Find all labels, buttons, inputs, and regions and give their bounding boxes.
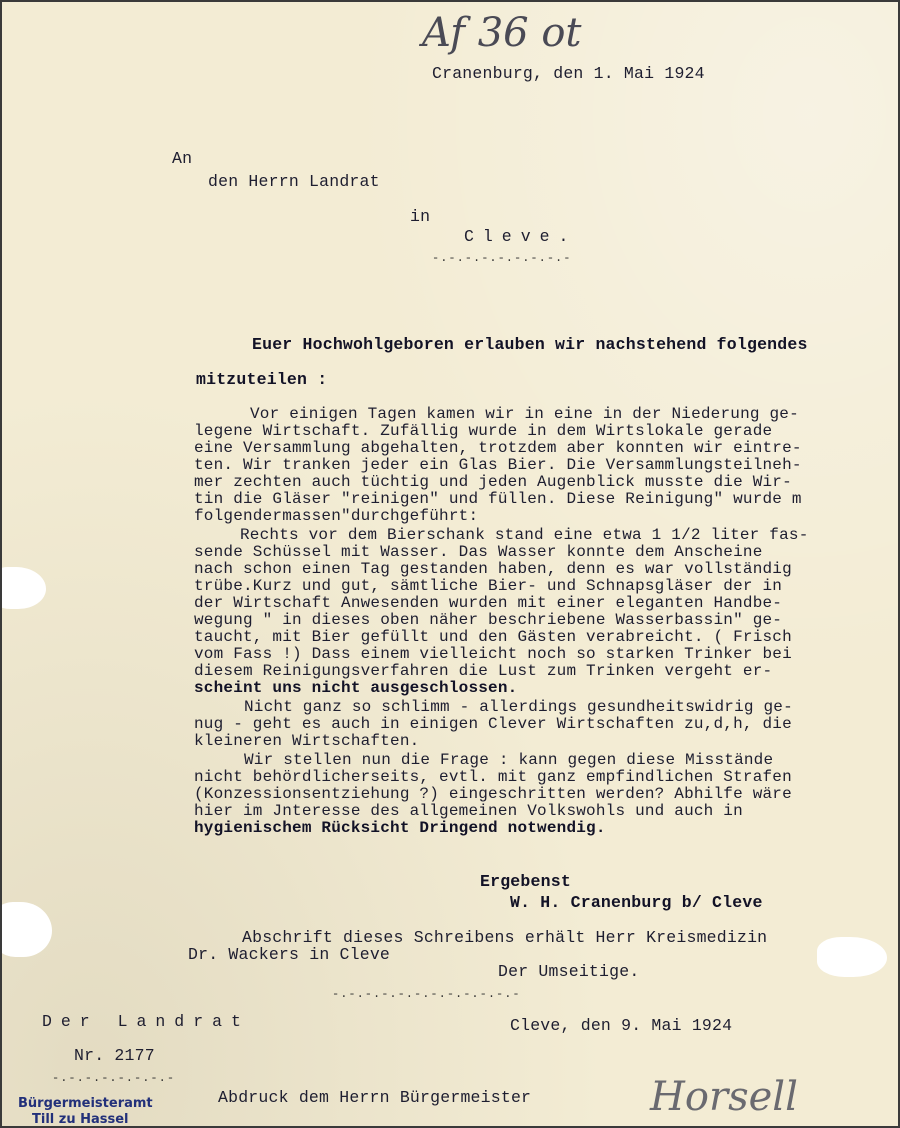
body-line: Wir stellen nun die Frage : kann gegen diese Misstände xyxy=(244,751,774,769)
body-line: der Wirtschaft Anwesenden wurden mit einer eleganten Handbe- xyxy=(194,594,783,612)
body-line: Nicht ganz so schlimm - allerdings gesundheitswidrig ge- xyxy=(244,698,793,716)
body-line: wegung " in dieses oben näher beschriebene Wasserbassin" ge- xyxy=(194,611,783,629)
body-line: hygienischem Rücksicht Dringend notwendig. xyxy=(194,819,606,837)
footer-number: Nr. 2177 xyxy=(74,1046,155,1065)
address-in: in xyxy=(410,207,431,226)
footer-office: Der Landrat xyxy=(42,1012,250,1031)
body-line: sende Schüssel mit Wasser. Das Wasser konnte dem Anscheine xyxy=(194,543,763,561)
address-recipient: den Herrn Landrat xyxy=(208,172,380,191)
handwritten-signature: Horsell xyxy=(650,1074,798,1120)
body-line: Vor einigen Tagen kamen wir in eine in der Niederung ge- xyxy=(250,405,799,423)
footer-divider: -.-.-.-.-.-.-.- xyxy=(52,1071,176,1085)
stamp-line-2: Till zu Hassel xyxy=(32,1112,129,1127)
body-line: hier im Jnteresse des allgemeinen Volkswohls und auch in xyxy=(194,802,743,820)
body-line: nach schon einen Tag gestanden haben, denn es war vollständig xyxy=(194,560,792,578)
address-an: An xyxy=(172,149,193,168)
address-divider: -.-.-.-.-.-.-.-.- xyxy=(432,251,572,265)
footer-place-date: Cleve, den 9. Mai 1924 xyxy=(510,1016,733,1035)
body-line: vom Fass !) Dass einem vielleicht noch so starken Trinker bei xyxy=(194,645,792,663)
closing-ergebenst: Ergebenst xyxy=(480,872,571,891)
body-line: Rechts vor dem Bierschank stand eine etwa 1 1/2 liter fas- xyxy=(240,526,809,544)
paper-tear-left-lower xyxy=(0,902,52,957)
body-line: nicht behördlicherseits, evtl. mit ganz empfindlichen Strafen xyxy=(194,768,792,786)
body-line: legene Wirtschaft. Zufällig wurde in dem Wirtslokale gerade xyxy=(194,422,773,440)
body-line: nug - geht es auch in einigen Clever Wirtschaften zu,d,h, die xyxy=(194,715,792,733)
copy-note-line-1: Abschrift dieses Schreibens erhält Herr Kreismedizin xyxy=(242,928,768,947)
body-line: kleineren Wirtschaften. xyxy=(194,732,420,750)
greeting-line-2: mitzuteilen : xyxy=(196,370,328,389)
closing-sender: W. H. Cranenburg b/ Cleve xyxy=(510,893,763,912)
body-line: mer zechten auch tüchtig und jeden Augenblick musste die Wir- xyxy=(194,473,792,491)
copy-note-line-2: Dr. Wackers in Cleve xyxy=(188,945,391,964)
body-line: diesem Reinigungsverfahren die Lust zum Trinken vergeht er- xyxy=(194,662,773,680)
body-line: folgendermassen"durchgeführt: xyxy=(194,507,479,525)
body-line: tin die Gläser "reinigen" und füllen. Diese Reinigung" wurde m xyxy=(194,490,802,508)
handwritten-reference: Af 36 ot xyxy=(422,10,582,56)
stamp-line-1: Bürgermeisteramt xyxy=(18,1096,153,1111)
copy-note-divider: -.-.-.-.-.-.-.-.-.-.-.- xyxy=(332,987,521,1001)
paper-tear-left xyxy=(0,567,46,609)
paper-tear-right xyxy=(817,937,887,977)
greeting-line-1: Euer Hochwohlgeboren erlauben wir nachstehend folgendes xyxy=(252,335,808,354)
body-line: (Konzessionsentziehung ?) eingeschritten werden? Abhilfe wäre xyxy=(194,785,792,803)
body-line: scheint uns nicht ausgeschlossen. xyxy=(194,679,518,697)
copy-note-line-3: Der Umseitige. xyxy=(498,962,640,981)
body-line: ten. Wir tranken jeder ein Glas Bier. Die Versammlungsteilneh- xyxy=(194,456,802,474)
body-line: trübe.Kurz und gut, sämtliche Bier- und Schnapsgläser der in xyxy=(194,577,783,595)
body-line: eine Versammlung abgehalten, trotzdem aber konnten wir eintre- xyxy=(194,439,802,457)
address-city: Cleve. xyxy=(464,227,578,246)
footer-abdruck: Abdruck dem Herrn Bürgermeister xyxy=(218,1088,532,1107)
letter-place-date: Cranenburg, den 1. Mai 1924 xyxy=(432,64,705,83)
body-line: taucht, mit Bier gefüllt und den Gästen verabreicht. ( Frisch xyxy=(194,628,792,646)
